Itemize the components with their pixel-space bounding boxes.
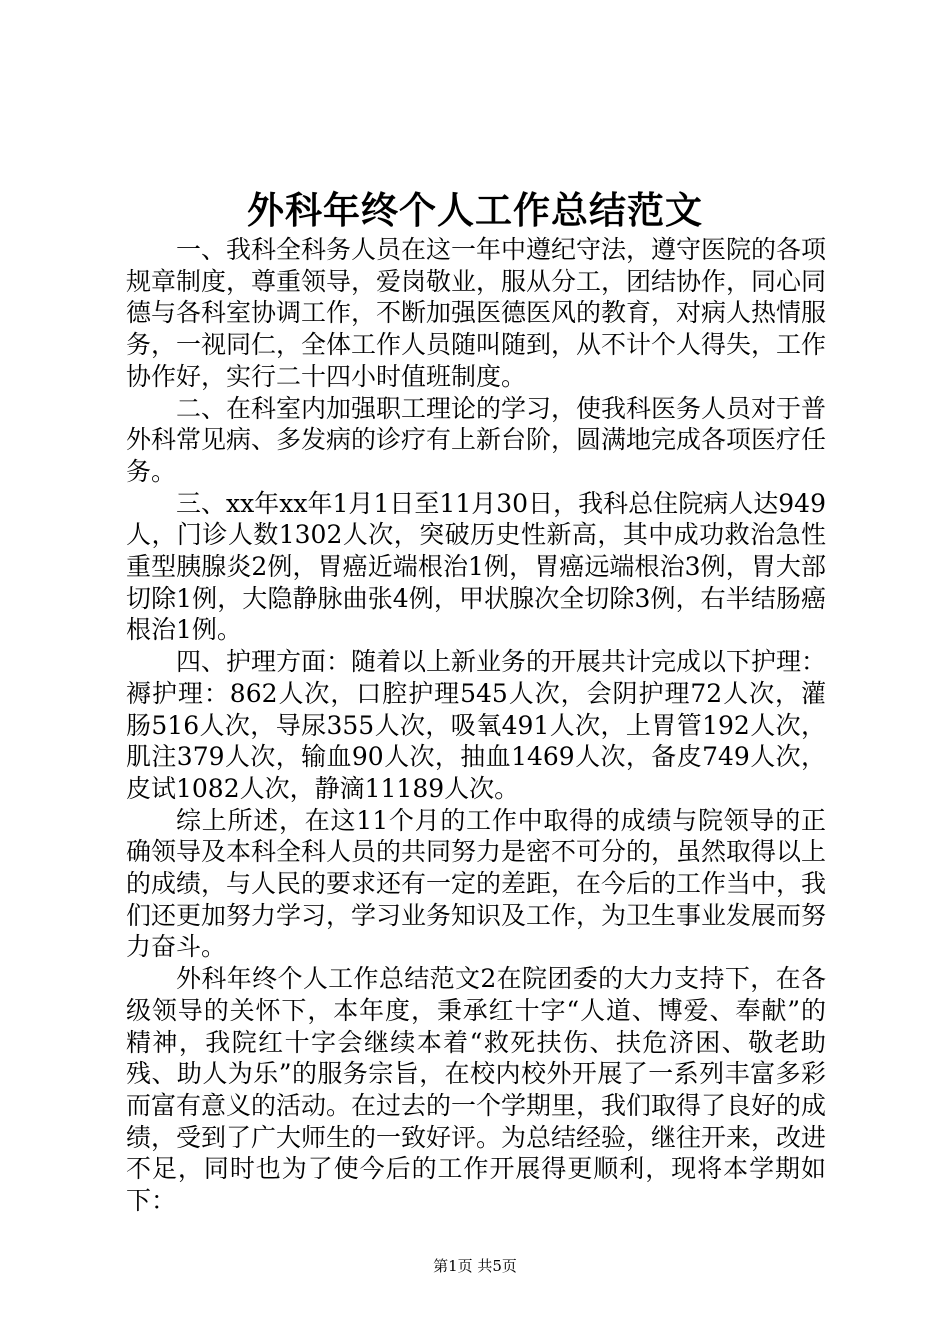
page-number-footer: 第1页 共5页 (433, 1257, 517, 1275)
document-body (126, 234, 826, 1217)
paragraph-5: 综上所述，在这11个月的工作中取得的成绩与院领导的正确领导及本科全科人员的共同努力是密不可分的，虽然取得以上的成绩，与人民的要求还有一定的差距，在今后的工作当中，我们还更加努力学习，学习业务知识及工作，为卫生事业发展而努力奋斗。 (126, 805, 827, 962)
paragraph-4: 四、护理方面：随着以上新业务的开展共计完成以下护理：褥护理：862人次，口腔护理545人次，会阴护理72人次，灌肠516人次，导尿355人次，吸氧491人次，上胃管192人次，肌注379人次，输血90人次，抽血1469人次，备皮749人次，皮试1082人次，静滴11189人次。 (126, 647, 827, 803)
document-title: 外科年终个人工作总结范文 (247, 188, 703, 232)
paragraph-3: 三、xx年xx年1月1日至11月30日，我科总住院病人达949人，门诊人数1302人次，突破历史性新高，其中成功救治急性重型胰腺炎2例，胃癌近端根治1例，胃癌远端根治3例，胃大部切除1例，大隐静脉曲张4例，甲状腺次全切除3例，右半结肠癌根治1例。 (126, 488, 826, 645)
paragraph-2: 二、在科室内加强职工理论的学习，使我科医务人员对于普外科常见病、多发病的诊疗有上新台阶，圆满地完成各项医疗任务。 (126, 393, 827, 486)
paragraph-6: 外科年终个人工作总结范文2在院团委的大力支持下，在各级领导的关怀下，本年度，秉承红十字“人道、博爱、奉献”的精神，我院红十字会继续本着“救死扶伤、扶危济困、敬老助残、助人为乐”的服务宗旨，在校内校外开展了一系列丰富多彩而富有意义的活动。在过去的一个学期里，我们取得了良好的成绩，受到了广大师生的一致好评。为总结经验，继往开来，改进不足，同时也为了使今后的工作开展得更顺利，现将本学期如下： (126, 964, 827, 1216)
paragraph-1: 一、我科全科务人员在这一年中遵纪守法，遵守医院的各项规章制度，尊重领导，爱岗敬业，服从分工，团结协作，同心同德与各科室协调工作，不断加强医德医风的教育，对病人热情服务，一视同仁，全体工作人员随叫随到，从不计个人得失，工作协作好，实行二十四小时值班制度。 (126, 235, 827, 391)
